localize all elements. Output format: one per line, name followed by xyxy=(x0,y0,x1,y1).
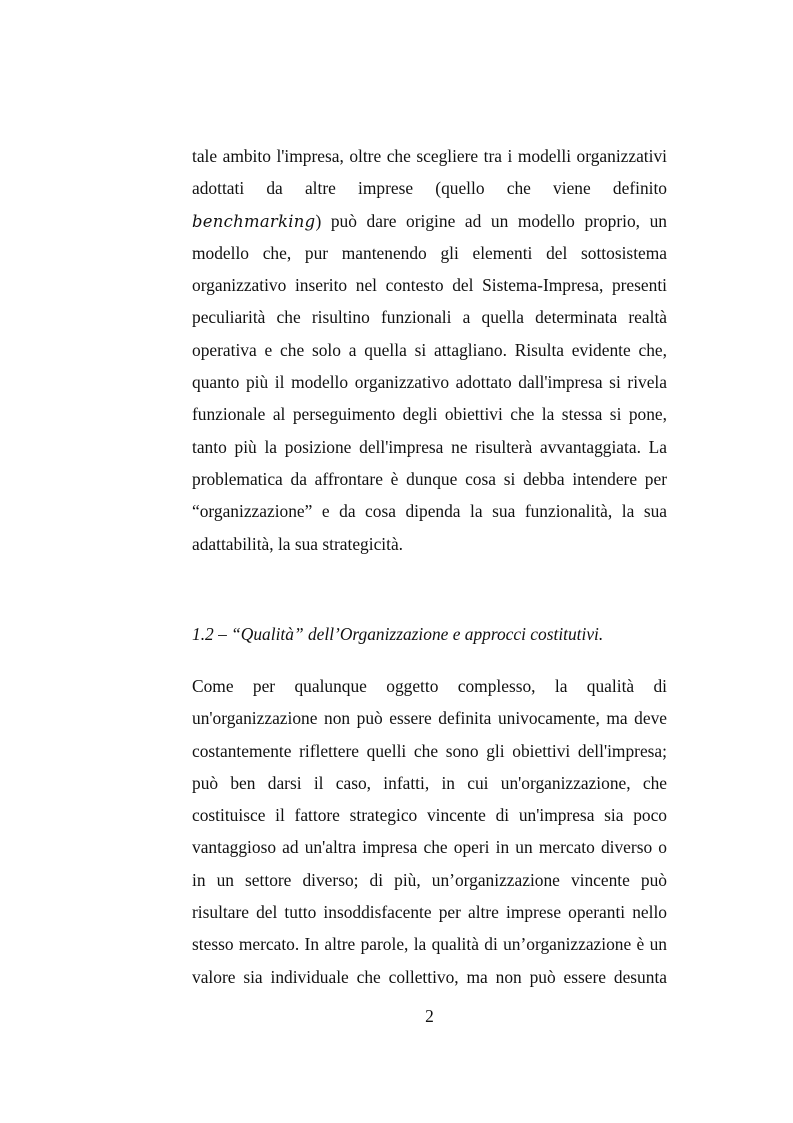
text-line: adattabilità, la sua strategicità. xyxy=(192,533,404,554)
text-line: costantemente riflettere quelli che sono gli obiettivi dell'impresa; xyxy=(192,740,667,761)
text-line: operativa e che solo a quella si attagliano. Risulta evidente che, xyxy=(192,339,667,360)
text-line: problematica da affrontare è dunque cosa si debba intendere per xyxy=(192,468,667,489)
text-line: stesso mercato. In altre parole, la qualità di un’organizzazione è un xyxy=(192,934,667,955)
text-fragment: ) può dare origine ad un modello proprio, un xyxy=(315,210,667,231)
text-line: tanto più la posizione dell'impresa ne risulterà avvantaggiata. La xyxy=(192,436,667,457)
text-line: peculiarità che risultino funzionali a quella determinata realtà xyxy=(192,307,667,328)
text-line: funzionale al perseguimento degli obiettivi che la stessa si pone, xyxy=(192,404,667,425)
text-line: in un settore diverso; di più, un’organizzazione vincente può xyxy=(192,869,667,890)
text-line: costituisce il fattore strategico vincente di un'impresa sia poco xyxy=(192,805,667,826)
section-heading: 1.2 – “Qualità” dell’Organizzazione e approcci costitutivi. xyxy=(192,624,604,644)
italic-term: benchmarking xyxy=(192,211,316,231)
page-number: 2 xyxy=(425,1006,434,1026)
text-line-with-italic xyxy=(192,205,667,237)
text-line: tale ambito l'impresa, oltre che scegliere tra i modelli organizzativi xyxy=(192,146,667,166)
text-line: adottati da altre imprese (quello che viene definito xyxy=(192,178,667,199)
text-line: può ben darsi il caso, infatti, in cui un'organizzazione, che xyxy=(192,772,667,793)
text-line: modello che, pur mantenendo gli elementi del sottosistema xyxy=(192,242,667,263)
paragraph-1 xyxy=(192,140,667,560)
text-line: quanto più il modello organizzativo adottato dall'impresa si rivela xyxy=(192,372,667,393)
text-line: Come per qualunque oggetto complesso, la qualità di xyxy=(192,676,667,696)
text-line: vantaggioso ad un'altra impresa che operi in un mercato diverso o xyxy=(192,837,667,858)
text-line: risultare del tutto insoddisfacente per altre imprese operanti nello xyxy=(192,902,667,923)
paragraph-2 xyxy=(192,670,667,993)
text-line: un'organizzazione non può essere definita univocamente, ma deve xyxy=(192,708,667,729)
text-line: organizzativo inserito nel contesto del Sistema-Impresa, presenti xyxy=(192,275,667,296)
text-line: valore sia individuale che collettivo, ma non può essere desunta xyxy=(192,966,667,987)
text-line: “organizzazione” e da cosa dipenda la sua funzionalità, la sua xyxy=(192,501,667,522)
